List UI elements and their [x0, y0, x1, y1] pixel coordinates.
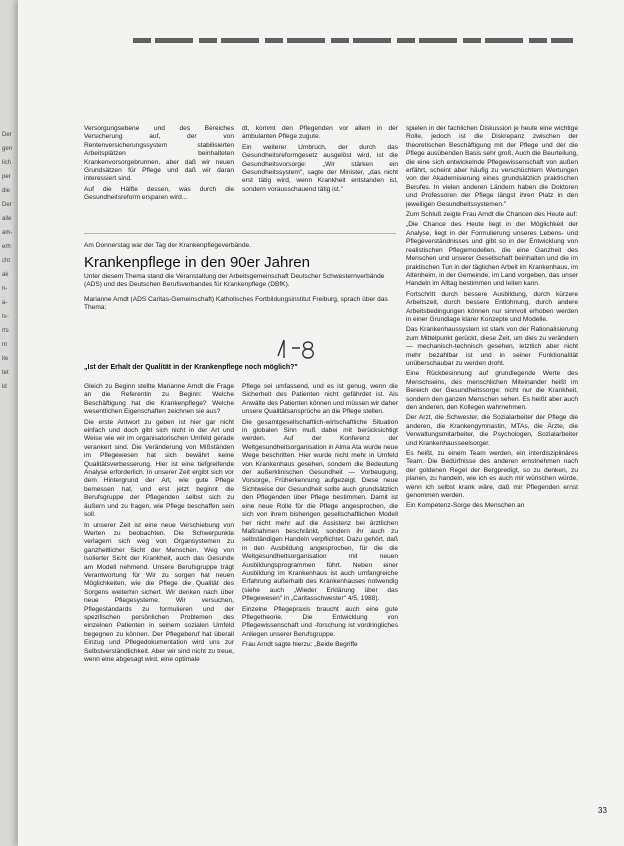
- margin-fragment: alle: [2, 216, 12, 222]
- paragraph: Gleich zu Beginn stellte Marianne Arndt die Frage an die Referentin zu Beginn: Welche Beschäftigung hat die Krankenpflege? Welche wesentlichen Eigenschaften zeichnen sie aus?: [84, 383, 234, 416]
- paragraph: Die gesamtgesellschaftlich-wirtschaftliche Situation in globalen Sinn muß dabei mit berücksichtigt werden. Auf der Konferenz der Weltgesundheitsorganisation in Alma Ata wurde neue Wege beschritten. Hier wurde nicht mehr in Umfeld von Krankenhaus gesehen, sondern die Bedeutung der außerklinischen Gesundheit — Vorbeugung, Vorsorge, Früherkennung aufgezeigt. Diese neue Sichtweise der Gesundheit sollte auch grundsätzlich den Pflegenden über Pflege bestimmen. Damit ist eine neue Rolle für die Pflege angesprochen, die sich von ihrem bisherigen gesellschaftlichen Modell her nicht mehr auf die Assistenz bei ärztlichen Maßnahmen beschränkt, sondern ihr auch zu selbständigen Handeln verpflichtet. Dazu gehört, daß in den Ausbildung angesprochen, für die die Weltgesundheitsorganisation mit neuen Ausbildungsprogrammen führt. Neben einer Ausbildung im Krankenhaus ist auch umfangreiche Erfahrung außerhalb des Krankenhauses notwendig (siehe auch „Wieder Erklärung über das Pflegewesen" in „Caritasschwester" 4/5, 1988).: [242, 418, 398, 603]
- article-byline: Marianne Arndt (ADS Caritas-Gemeinschaft) Katholisches Fortbildungsinstitut Freiburg, sprach über das Thema:: [84, 296, 388, 312]
- paragraph: Zum Schluß zeigte Frau Arndt die Chancen des Heute auf:: [406, 211, 578, 219]
- paragraph: Fortschritt durch bessere Ausbildung, durch kürzere Arbeitszeit, durch bessere Entlohnung, durch andere Arbeitsbedingungen können nur sinnvoll erhoben werden in einer Grundlage klarer Konzepte und Modelle.: [406, 290, 578, 323]
- margin-fragment: tv-: [2, 314, 9, 320]
- paragraph: Eine Rückbesinnung auf grundlegende Werte des Menschseins, des menschlichen Miteinander heißt im Bereich der Gesundheitssorge: nicht nur die Krankheit, sondern den ganzen Menschen sehen. Es heißt aber auch den anderen, den Kollegen wahrnehmen.: [406, 370, 578, 411]
- margin-fragment: cht: [2, 258, 11, 264]
- margin-fragment: ak: [2, 272, 9, 278]
- paragraph: Pflege sei umfassend, und es ist genug, wenn die Sicherheit des Patienten nicht gefährdet ist. Als Anwälte des Patienten können und müssen wir daher unsere Qualitätsansprüche an die Pflege stellen.: [242, 383, 398, 416]
- margin-fragment: Der: [2, 202, 12, 208]
- intro-line: Am Donnerstag war der Tag der Krankenpflegeverbände.: [84, 242, 252, 249]
- paragraph: spielen in der fachlichen Diskussion je heute eine wichtige Rolle, jedoch ist die Diskrepanz zwischen der theoretischen Beschäftigung mit der Pflege und der die Pflege ausübenden Basis sehr groß. Auch die Beurteilung, die eine sich entwickelnde Pflegewissenschaft von außen erfährt, scheint aber häufig zu verschüchtern Wertungen von der Akademisierung eines grundsätzlich praktischen Berufes. In vielen anderen Ländern haben die Doktoren und Professoren der Pflege längst ihren Platz in den jeweiligen Gesundheitssystemen.": [406, 125, 578, 208]
- margin-fragment: gen: [2, 146, 13, 152]
- margin-fragment: tet: [2, 370, 9, 376]
- paragraph: Die erste Antwort zu geben ist hier gar nicht einfach und doch gibt sich nicht in der Art und Weise wie wir im organisatorischen Umfeld gerade verankert sind. Die Veränderung von Mißständen im Pflegewesen hat sich bewährt keine Qualitätsverbesserung. Hier ist eine tiefgreifende Analyse erforderlich. In unserer Zeit ergibt sich vor dem Hintergrund der Art, wie gute Pflege bemessen hat, und erst jetzt beginnt die Berufsgruppe der Pflegenden selbst sich zu äußern und zu fragen, wie Pflege beschaffen sein soll.: [84, 418, 234, 519]
- magazine-page: [18, 0, 624, 846]
- paragraph: „Die Chance des Heute liegt in der Möglichkeit der Analyse, liegt in der Formulierung unseres Lebens- und Pflegeverständnisses und gibt so in der Entwicklung von realistischen Pflegemodellen, die eine Ganzheit des Menschen und unserer Gesellschaft beinhalten und die im praktischen Tun in der täglichen Arbeit im Krankenhaus, im Altenheim, in der Gemeinde, im Land vorgeben, das unser Handeln im Alltag bestimmen und leiten kann.: [406, 221, 578, 288]
- margin-fragment: n-: [2, 286, 8, 292]
- article-headline: Krankenpflege in den 90er Jahren: [84, 254, 310, 271]
- margin-fragment: a-: [2, 300, 8, 306]
- previous-page-edge: [0, 0, 18, 846]
- paragraph: Es heißt, zu einem Team werden, ein interdisziplinäres Team. Die Bedürfnisse des anderen ernstnehmen nach der goldenen Regel der Bergpredigt, so zu denken, zu planen, zu handeln, wie ich es auch mir wünschen würde, wenn ich selbst krank wäre, daß mir Pflegenden ernst genommen werden.: [406, 450, 578, 500]
- paragraph: Ein weiterer Umbruch, der durch das Gesundheitsreformgesetz ausgelöst wird, ist die Gesundheitsvorsorge: „Wir stärken ein Gesundheitssystem", sagte der Minister, „das nicht erst tätig wird, wenn Krankheit entstanden ist, sondern vorausschauend tätig ist.": [242, 143, 398, 193]
- margin-fragment: die: [2, 188, 11, 194]
- paragraph: Das Krankenhaussystem ist stark von der Rationalisierung zum Mittelpunkt gerückt, diese Zeit, um dies zu verändern — mechanisch-technisch gesehen, letztlich aber nicht mehr bezahlbar ist und in seiner Funktionalität unüberschaubar zu werden droht.: [406, 326, 578, 367]
- margin-fragment: lich: [2, 160, 12, 166]
- right-column: [406, 125, 578, 815]
- paragraph: Ein Kompetenz-Sorge des Menschen an: [406, 502, 525, 510]
- paragraph: In unserer Zeit ist eine neue Verschiebung von Werten zu beobachten. Die Schwerpunkte verlagern sich weg von Organsystemen zu ganzheitlicher Sicht der Menschen. Weg von isolierter Sicht der Krankheit, auch das Gesunde am Modell nehmend. Unsere Berufsgruppe trägt Verantwortung für Wir zu sorgen hat neuen Möglichkeiten, wie die Pflege die Qualität des Sorgens weiterhin sichert. Wir denken nach über neue Pflegesysteme. Wir versuchen, Pflegestandards zu formulieren und der spezifischen persönlichen Problemen des einzelnen Patienten in seinem sozialen Umfeld begegnen zu können. Der Pflegeberuf hat überall Einzug und Pflegedokumentation wird uns zur Selbstverständlichkeit. Aber wir sind nicht zu treue, wenn eine abgesagt wird, eine optimale: [84, 521, 234, 663]
- margin-fragment: per: [2, 174, 11, 180]
- paragraph: Der Arzt, die Schwester, die Sozialarbeiter der Pflege die anderen, die Krankengymnastin, MTAs, die Ärzte, die Verwaltungsmitarbeiter, die Psychologen, Sozialarbeiter und Krankenhausseelsorger.: [406, 414, 578, 447]
- paragraph: Einzelne Pflegepraxis braucht auch eine gute Pflegetheorie. Die Entwicklung von Pflegewissenschaft und -forschung ist vordringliches Anliegen unserer Berufsgruppe.: [242, 605, 398, 638]
- paragraph: Frau Arndt sagte hierzu: „Beide Begriffe: [242, 641, 358, 649]
- body-column-1: [84, 383, 234, 808]
- section-divider: [84, 233, 396, 234]
- margin-fragment: rn: [2, 342, 8, 348]
- margin-fragment: Der: [2, 132, 12, 138]
- margin-fragment: ld: [2, 384, 7, 390]
- body-column-2: [242, 383, 398, 808]
- top-column-2: [242, 125, 398, 225]
- paragraph: dt, kommt den Pflegenden vor allem in der ambulanten Pflege zugute.: [242, 125, 398, 141]
- paragraph: Versorgungsebene und des Bereiches Versicherung auf, der von Rentenversicherungssystem stabilisierten Arbeitsplätzen beinhalteten Krankenvorsorgebrunnen, aber daß wir neuen Grundsätzen für Pflege und daß wir daran interessiert sind.: [84, 125, 234, 183]
- margin-fragment: erh: [2, 244, 11, 250]
- header-rule: [133, 38, 573, 43]
- margin-fragment: ite: [2, 356, 9, 362]
- page-number: 33: [598, 806, 607, 815]
- handwritten-note-mark: [274, 336, 334, 362]
- paragraph: Auf die Hälfte dessen, was durch die Gesundheitsreform ersparen wird...: [84, 185, 234, 202]
- article-subheading: „Ist der Erhalt der Qualität in der Krankenpflege noch möglich?": [84, 364, 298, 371]
- top-column-1: [84, 125, 234, 230]
- margin-fragment: rts: [2, 328, 9, 334]
- article-lead: Unter diesem Thema stand die Veranstaltung der Arbeitsgemeinschaft Deutscher Schwesternverbände (ADS) und des Deutschen Berufsverbandes für Krankenpflege (DBfK).: [84, 273, 385, 289]
- margin-fragment: am-: [2, 230, 13, 236]
